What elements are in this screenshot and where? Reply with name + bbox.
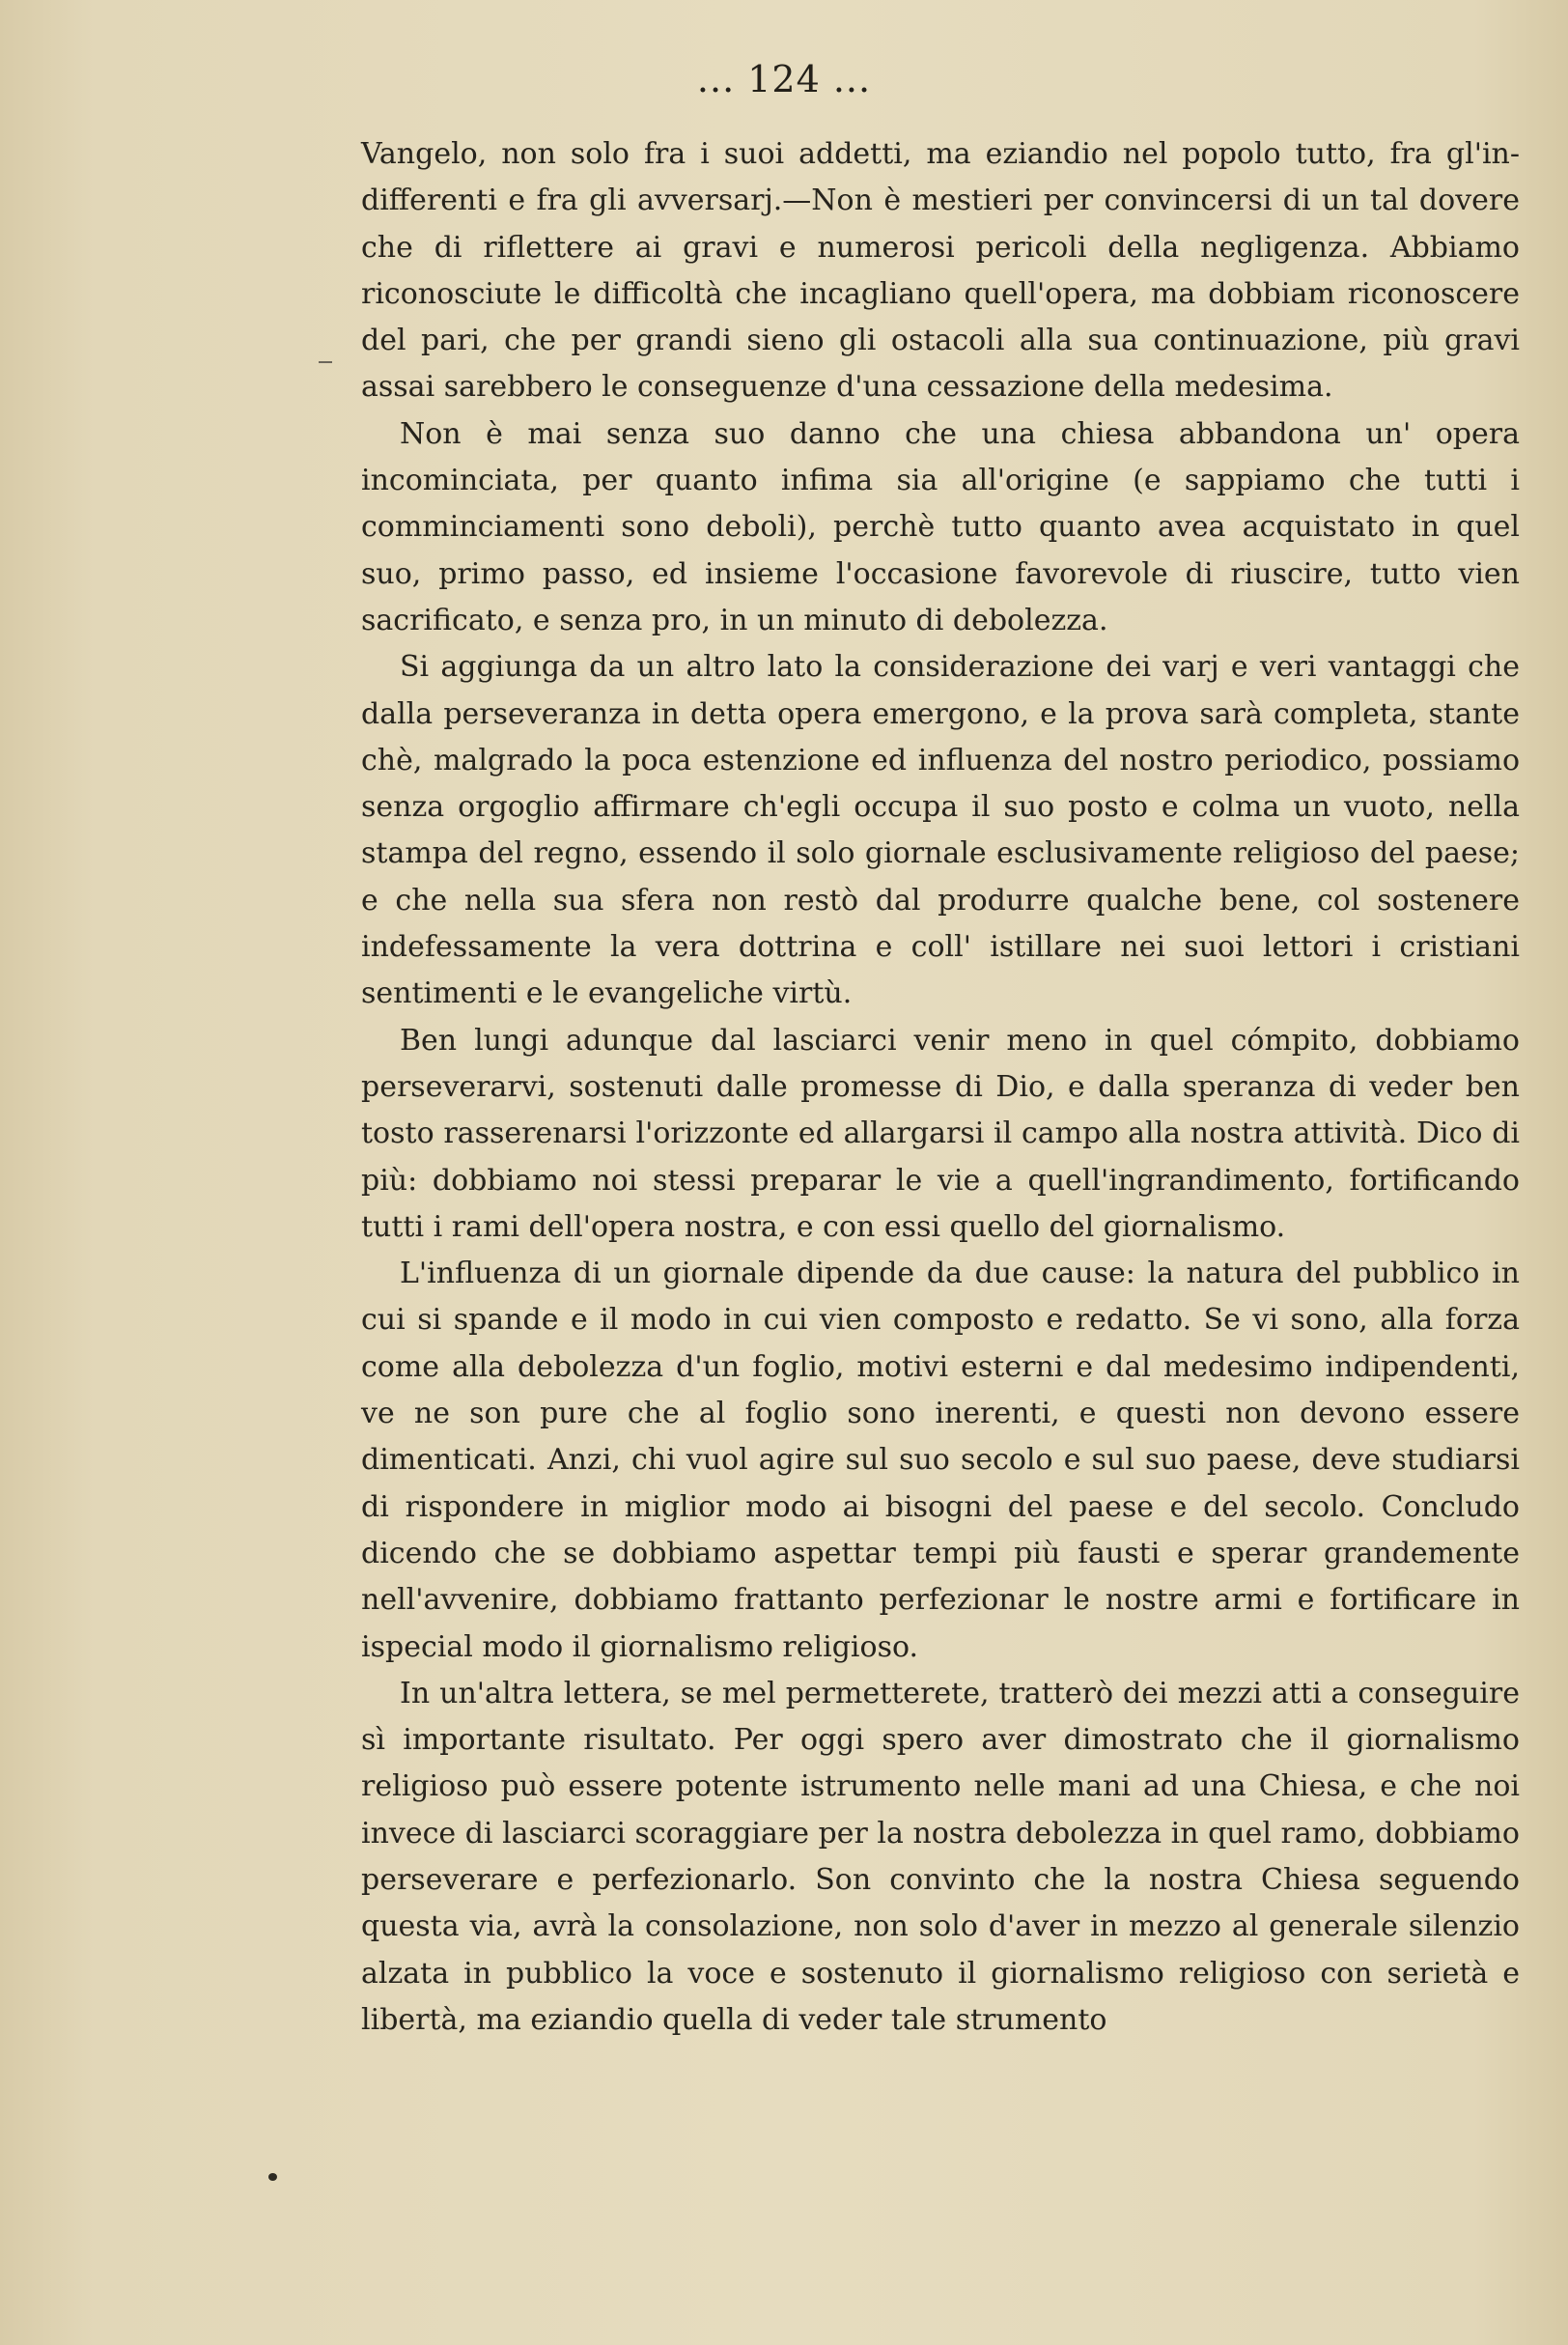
- stray-mark: [319, 361, 332, 363]
- ink-speck: [268, 2173, 277, 2181]
- page-number: ... 124 ...: [696, 58, 872, 100]
- paragraph-1: Vangelo, non solo fra i suoi addetti, ma eziandio nel popolo tutto, fra gl'in-differenti e fra gli avversarj.—Non è mestieri per convincersi di un tal dovere che di riflettere ai gravi e numerosi pericoli della negligenza. Abbiamo riconosciute le difficoltà che incagliano quell'opera, ma dobbiam riconoscere del pari, che per grandi sieno gli ostacoli alla sua continuazione, più gravi assai sarebbero le conseguenze d'una cessazione della medesima.: [361, 137, 1520, 405]
- paragraph-3: Si aggiunga da un altro lato la considerazione dei varj e veri vantaggi che dalla perseveranza in detta opera emergono, e la prova sarà completa, stante chè, malgrado la poca estenzione ed influenza del nostro periodico, possiamo senza orgoglio affirmare ch'egli occupa il suo posto e colma un vuoto, nella stampa del regno, essendo il solo giornale esclusivamente religioso del paese; e che nella sua sfera non restò dal produrre qualche bene, col sostenere indefessamente la vera dottrina e coll' istillare nei suoi lettori i cristiani sentimenti e le evangeliche virtù.: [361, 650, 1520, 1011]
- paragraph-2: Non è mai senza suo danno che una chiesa abbandona un' opera incominciata, per quanto infima sia all'origine (e sappiamo che tutti i comminciamenti sono deboli), perchè tutto quanto avea acquistato in quel suo, primo passo, ed insieme l'occasione favorevole di riuscire, tutto vien sacrificato, e senza pro, in un minuto di debolezza.: [361, 416, 1520, 637]
- paragraph-6: In un'altra lettera, se mel permetterete, tratterò dei mezzi atti a conseguire sì importante risultato. Per oggi spero aver dimostrato che il giornalismo religioso può essere potente istrumento nelle mani ad una Chiesa, e che noi invece di lasciarci scoraggiare per la nostra debolezza in quel ramo, dobbiamo perseverare e perfezionarlo. Son convinto che la nostra Chiesa seguendo questa via, avrà la consolazione, non solo d'aver in mezzo al generale silenzio alzata in pubblico la voce e sostenuto il giornalismo religioso con serietà e libertà, ma eziandio quella di veder tale strumento: [361, 1676, 1520, 2037]
- paragraph-4: Ben lungi adunque dal lasciarci venir meno in quel cómpito, dobbiamo perseverarvi, sostenuti dalle promesse di Dio, e dalla speranza di veder ben tosto rasserenarsi l'orizzonte ed allargarsi il campo alla nostra attività. Dico di più: dobbiamo noi stessi preparar le vie a quell'ingrandimento, fortificando tutti i rami dell'opera nostra, e con essi quello del giornalismo.: [361, 1023, 1520, 1244]
- paragraph-5: L'influenza di un giornale dipende da due cause: la natura del pubblico in cui si spande e il modo in cui vien composto e redatto. Se vi sono, alla forza come alla debolezza d'un foglio, motivi esterni e dal medesimo indipendenti, ve ne son pure che al foglio sono inerenti, e questi non devono essere dimenticati. Anzi, chi vuol agire sul suo secolo e sul suo paese, deve studiarsi di rispondere in miglior modo ai bisogni del paese e del secolo. Concludo dicendo che se dobbiamo aspettar tempi più fausti e sperar grandemente nell'avvenire, dobbiamo frattanto perfezionar le nostre armi e fortificare in ispecial modo il giornalismo religioso.: [361, 1257, 1520, 1664]
- body-text: [361, 131, 1520, 2044]
